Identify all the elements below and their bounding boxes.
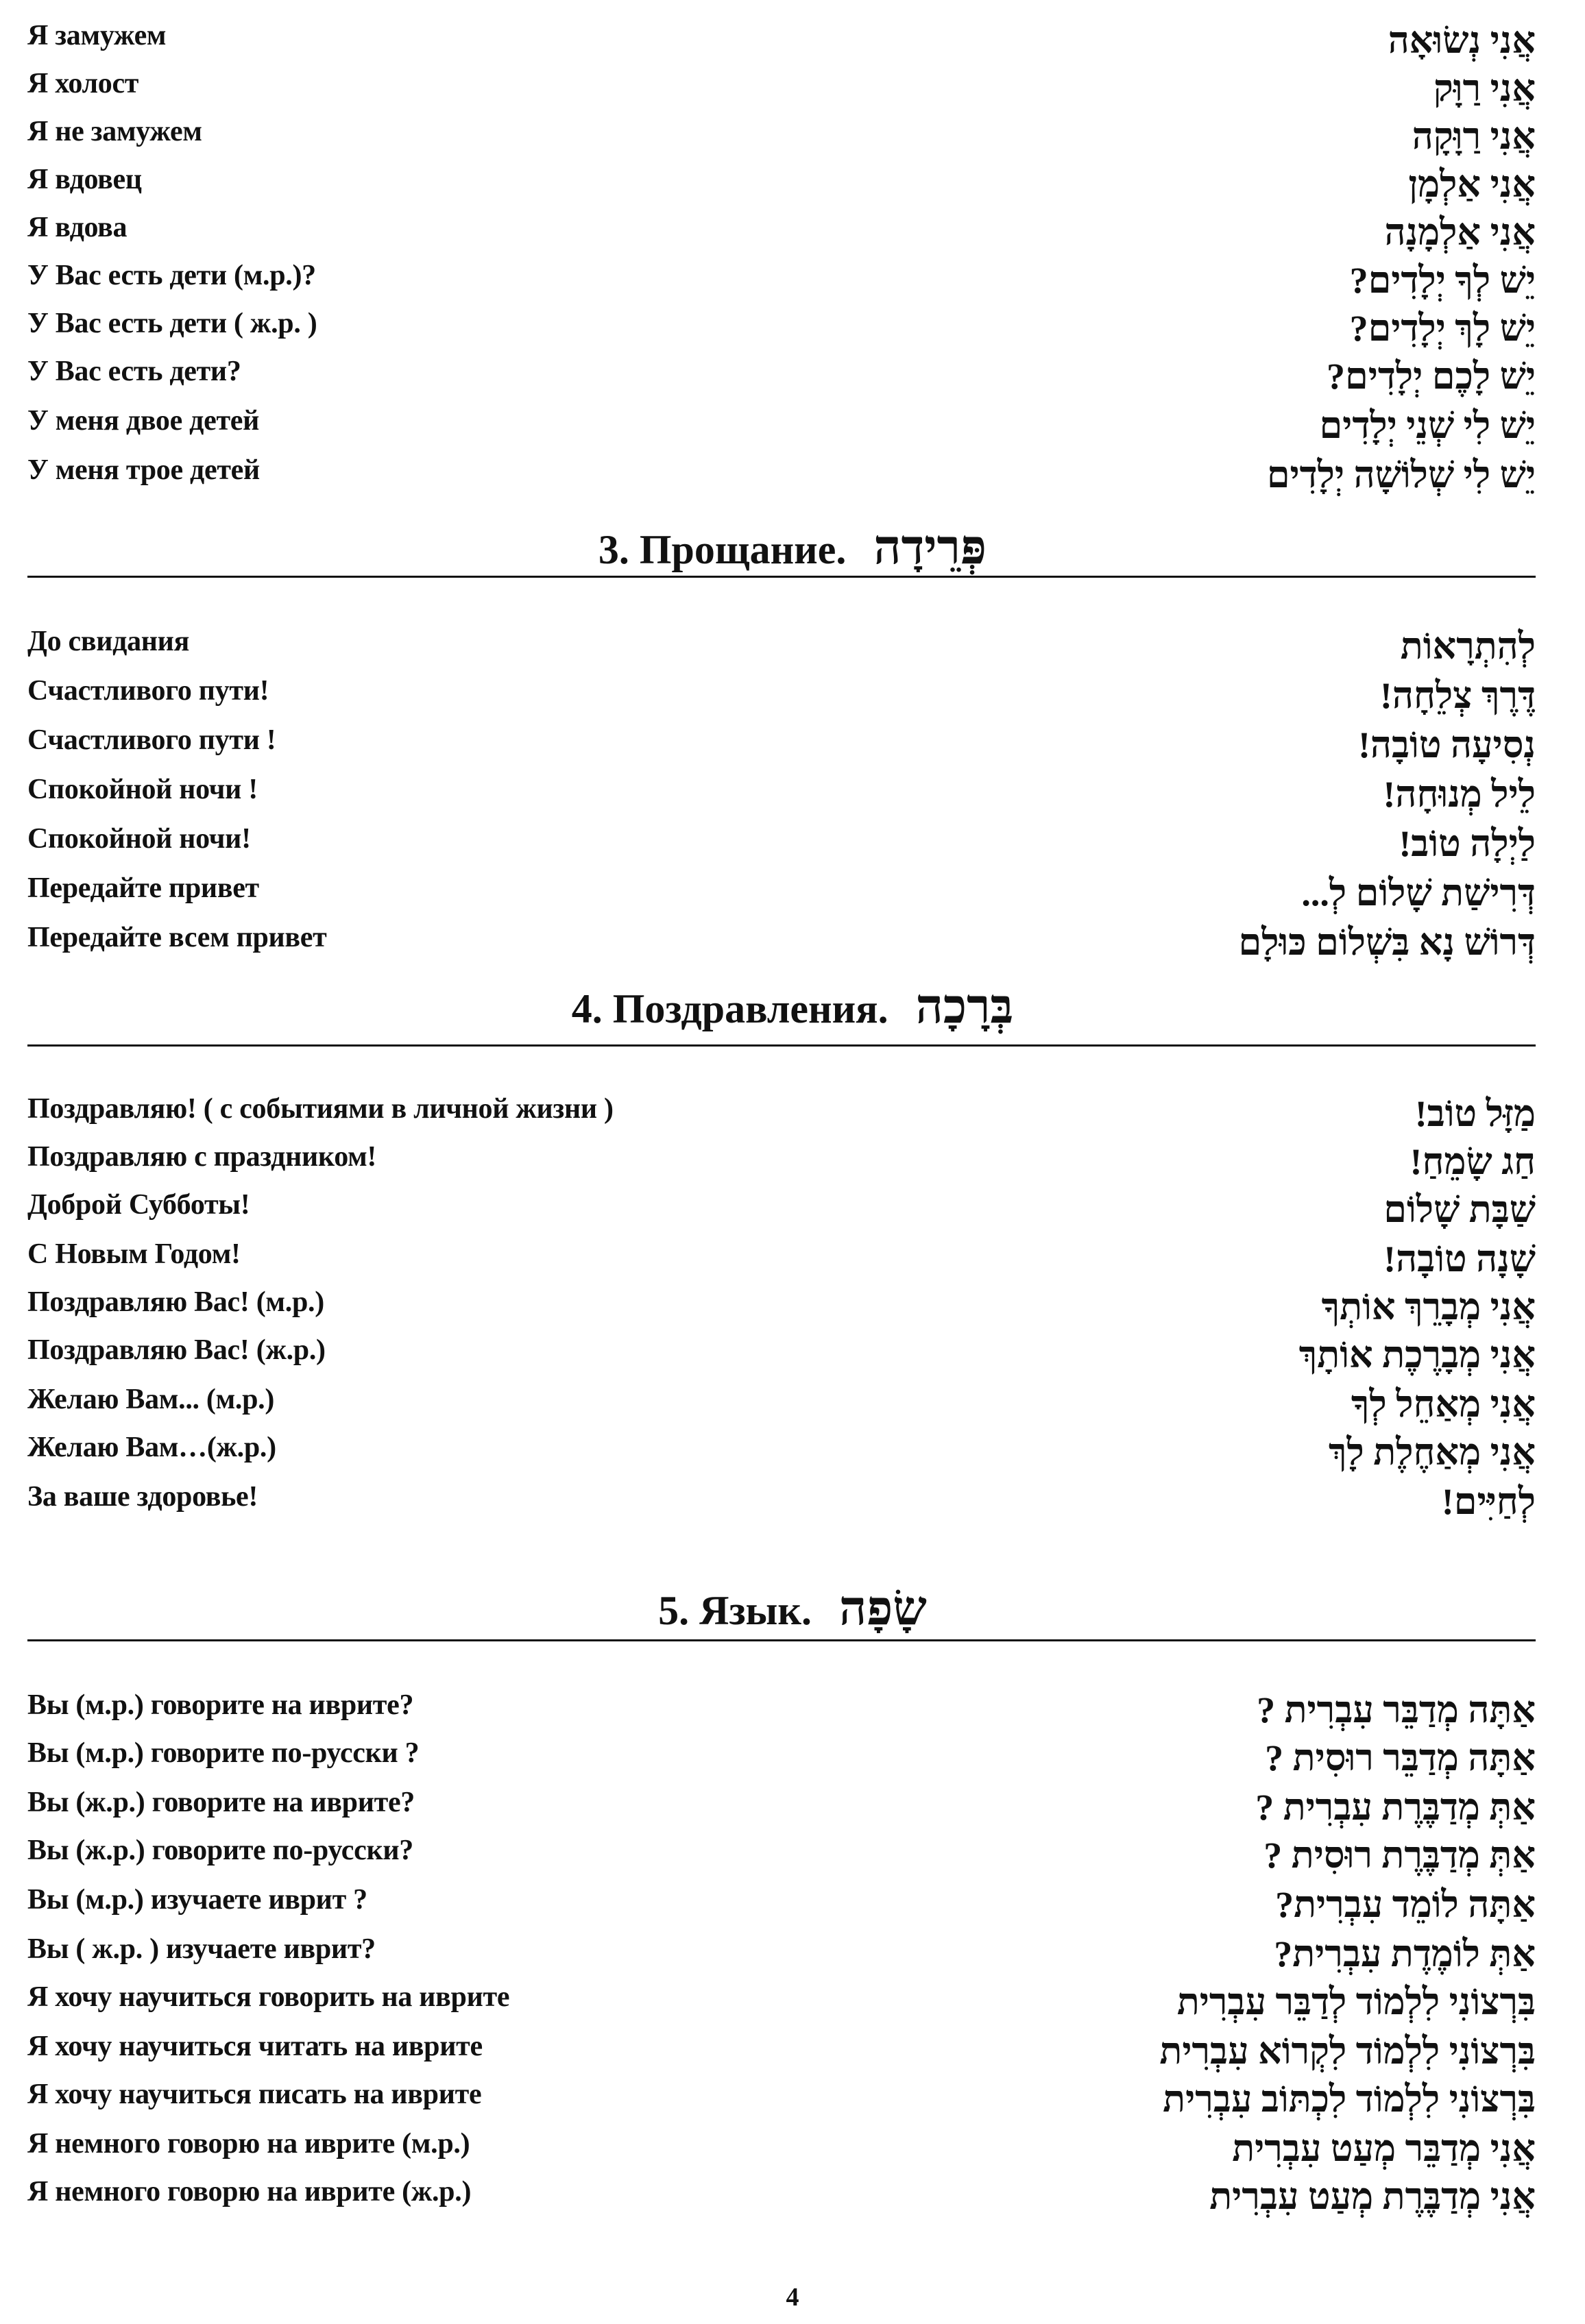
russian-phrase: Я замужем — [27, 20, 167, 51]
hebrew-phrase: לְהִתְרָאוֹת — [1400, 626, 1536, 667]
hebrew-phrase: יֵשׁ לָכֶם יְלָדִים? — [1327, 356, 1536, 397]
hebrew-phrase: דְּרִישַׁת שָׁלוֹם לְ... — [1301, 872, 1536, 914]
phrase-row — [27, 355, 1536, 403]
hebrew-phrase: נְסִיעָה טוֹבָה! — [1357, 724, 1536, 766]
russian-phrase: Спокойной ночи ! — [27, 774, 258, 805]
russian-phrase: Спокойной ночи! — [27, 823, 251, 855]
page-number: 4 — [786, 2283, 799, 2312]
phrase-row — [27, 163, 1536, 211]
russian-phrase: У меня трое детей — [27, 454, 260, 486]
russian-phrase: Вы (ж.р.) говорите по-русски? — [27, 1835, 413, 1866]
hebrew-phrase: אַתְּ לוֹמֶדֶת עִבְרִית? — [1274, 1933, 1536, 1974]
russian-phrase: Я хочу научиться говорить на иврите — [27, 1981, 510, 2013]
hebrew-phrase: אַתְּ מְדַבֶּרֶת רוּסִית ? — [1263, 1835, 1536, 1876]
phrase-row — [27, 2030, 1536, 2078]
section-title: 4. Поздравления. — [571, 986, 888, 1031]
phrase-row — [27, 307, 1536, 355]
hebrew-phrase: יֵשׁ לִי שְׁלוֹשָׁה יְלָדִים — [1266, 454, 1536, 496]
phrase-row — [27, 1383, 1536, 1431]
russian-phrase: Вы (м.р.) говорите на иврите? — [27, 1689, 414, 1721]
phrase-row — [27, 2175, 1536, 2223]
section-title-hebrew: פְּרֵידָה — [873, 522, 987, 574]
phrase-row — [27, 1933, 1536, 1981]
hebrew-phrase: דֶּרֶךְ צְלֵחָה! — [1379, 675, 1536, 716]
hebrew-phrase: שָׁנָה טוֹבָה! — [1383, 1238, 1536, 1280]
russian-phrase: У меня двое детей — [27, 405, 260, 437]
russian-phrase: Вы (ж.р.) говорите на иврите? — [27, 1787, 415, 1818]
russian-phrase: С Новым Годом! — [27, 1238, 241, 1270]
phrase-row — [27, 1286, 1536, 1334]
hebrew-phrase: אֲנִי מְדַבֶּרֶת מְעַט עִבְרִית — [1209, 2176, 1536, 2217]
hebrew-phrase: אֲנִי אַלְמָנָה — [1384, 212, 1536, 253]
phrase-row — [27, 1689, 1536, 1737]
russian-phrase: Вы (м.р.) изучаете иврит ? — [27, 1884, 367, 1916]
russian-phrase: Вы (м.р.) говорите по-русски ? — [27, 1737, 420, 1769]
phrase-row — [27, 1834, 1536, 1882]
phrase-row — [27, 1431, 1536, 1479]
hebrew-phrase: אֲנִי מְאַחֶלֶת לָךְ — [1328, 1432, 1536, 1473]
phrase-row — [27, 674, 1536, 722]
hebrew-phrase: אַתְּ מְדַבֶּרֶת עִבְרִית ? — [1255, 1787, 1536, 1828]
russian-phrase: Счастливого пути! — [27, 675, 269, 707]
phrase-row — [27, 404, 1536, 452]
hebrew-phrase: בִּרְצוֹנִי לִלְמוֹד לִכְתּוֹב עִבְרִית — [1163, 2079, 1536, 2120]
russian-phrase: У Вас есть дети ( ж.р. ) — [27, 308, 317, 339]
russian-phrase: Поздравляю Вас! (ж.р.) — [27, 1334, 326, 1366]
russian-phrase: До свидания — [27, 626, 189, 657]
hebrew-phrase: אַתָּה מְדַבֵּר רוּסִית ? — [1265, 1737, 1536, 1778]
russian-phrase: Передайте привет — [27, 872, 259, 904]
phrase-row — [27, 1188, 1536, 1236]
phrase-row — [27, 454, 1536, 502]
hebrew-phrase: לַיְלָה טוֹב! — [1399, 823, 1536, 864]
phrase-row — [27, 19, 1536, 67]
section-divider — [27, 1639, 1536, 1641]
russian-phrase: Передайте всем привет — [27, 922, 327, 953]
phrase-row — [27, 1883, 1536, 1931]
section-title-hebrew: בְּרָכָה — [915, 981, 1014, 1033]
phrase-row — [27, 211, 1536, 259]
phrase-row — [27, 259, 1536, 307]
phrase-row — [27, 1480, 1536, 1528]
russian-phrase: Я вдова — [27, 212, 128, 243]
hebrew-phrase: בִּרְצוֹנִי לִלְמוֹד לְדַבֵּר עִבְרִית — [1176, 1981, 1536, 2022]
hebrew-phrase: לֵיל מְנוּחָה! — [1383, 774, 1536, 815]
hebrew-phrase: יֵשׁ לִי שְׁנֵי יְלָדִים — [1319, 405, 1536, 446]
russian-phrase: Я хочу научиться писать на иврите — [27, 2079, 482, 2110]
phrase-row — [27, 921, 1536, 969]
hebrew-phrase: אַתָּה מְדַבֵּר עִבְרִית ? — [1257, 1689, 1536, 1730]
hebrew-phrase: אֲנִי מְבָרֶכֶת אוֹתָךְ — [1298, 1334, 1536, 1375]
section-heading-farewell — [0, 521, 1585, 576]
section-heading-language — [0, 1582, 1585, 1637]
phrase-row — [27, 2127, 1536, 2175]
phrase-row — [27, 1981, 1536, 2029]
section-heading-congratulations — [0, 980, 1585, 1035]
russian-phrase: Желаю Вам…(ж.р.) — [27, 1432, 276, 1463]
hebrew-phrase: אֲנִי רַוָּק — [1433, 68, 1536, 109]
russian-phrase: У Вас есть дети (м.р.)? — [27, 260, 316, 291]
phrase-row — [27, 724, 1536, 772]
hebrew-phrase: אֲנִי מְדַבֵּר מְעַט עִבְרִית — [1232, 2128, 1536, 2169]
russian-phrase: Поздравляю! ( с событиями в личной жизни ) — [27, 1093, 614, 1125]
russian-phrase: За ваше здоровье! — [27, 1481, 258, 1513]
hebrew-phrase: אֲנִי אַלְמָן — [1408, 164, 1536, 205]
hebrew-phrase: יֵשׁ לְךָ יְלָדִים? — [1349, 260, 1536, 301]
russian-phrase: Я хочу научиться читать на иврите — [27, 2031, 483, 2062]
hebrew-phrase: אַתָּה לוֹמֵד עִבְרִית? — [1275, 1884, 1536, 1925]
hebrew-phrase: אֲנִי נְשׂוּאָה — [1388, 20, 1536, 61]
hebrew-phrase: דְּרוֹשׁ נָא בִּשְׁלוֹם כּוּלָם — [1238, 922, 1536, 963]
phrase-row — [27, 822, 1536, 870]
russian-phrase: Я холост — [27, 68, 139, 99]
section-divider — [27, 1044, 1536, 1047]
hebrew-phrase: יֵשׁ לָךְ יְלָדִים? — [1349, 308, 1536, 349]
section-title-hebrew: שָׂפָה — [838, 1582, 927, 1635]
hebrew-phrase: לְחַיִּים! — [1441, 1481, 1536, 1522]
section-title: 5. Язык. — [658, 1588, 812, 1633]
phrase-row — [27, 872, 1536, 920]
russian-phrase: Я немного говорю на иврите (м.р.) — [27, 2128, 470, 2160]
phrase-row — [27, 1092, 1536, 1140]
russian-phrase: Я вдовец — [27, 164, 142, 195]
phrase-row — [27, 1737, 1536, 1785]
section-divider — [27, 576, 1536, 578]
russian-phrase: Желаю Вам... (м.р.) — [27, 1384, 275, 1415]
phrase-row — [27, 2078, 1536, 2126]
hebrew-phrase: חַג שָׂמֵחַ! — [1409, 1141, 1536, 1182]
russian-phrase: У Вас есть дети? — [27, 356, 241, 387]
russian-phrase: Доброй Субботы! — [27, 1189, 250, 1221]
hebrew-phrase: שַׁבָּת שָׁלוֹם — [1383, 1189, 1536, 1230]
section-title: 3. Прощание. — [598, 527, 847, 572]
hebrew-phrase: אֲנִי רַוָּקָה — [1412, 116, 1536, 157]
hebrew-phrase: מַזָּל טוֹב! — [1414, 1093, 1536, 1134]
russian-phrase: Я немного говорю на иврите (ж.р.) — [27, 2176, 472, 2207]
russian-phrase: Вы ( ж.р. ) изучаете иврит? — [27, 1933, 376, 1965]
phrase-row — [27, 773, 1536, 821]
russian-phrase: Поздравляю с праздником! — [27, 1141, 377, 1173]
phrase-row — [27, 1334, 1536, 1382]
russian-phrase: Я не замужем — [27, 116, 202, 147]
russian-phrase: Поздравляю Вас! (м.р.) — [27, 1286, 324, 1318]
phrase-row — [27, 1238, 1536, 1286]
phrase-row — [27, 67, 1536, 115]
phrase-row — [27, 625, 1536, 673]
phrase-row — [27, 1786, 1536, 1834]
hebrew-phrase: אֲנִי מְבָרֵךְ אוֹתְךָ — [1321, 1286, 1536, 1328]
russian-phrase: Счастливого пути ! — [27, 724, 276, 756]
phrase-row — [27, 115, 1536, 163]
hebrew-phrase: בִּרְצוֹנִי לִלְמוֹד לִקְרוֹא עִבְרִית — [1159, 2031, 1536, 2072]
hebrew-phrase: אֲנִי מְאַחֵל לְךָ — [1351, 1384, 1536, 1425]
phrase-row — [27, 1140, 1536, 1188]
